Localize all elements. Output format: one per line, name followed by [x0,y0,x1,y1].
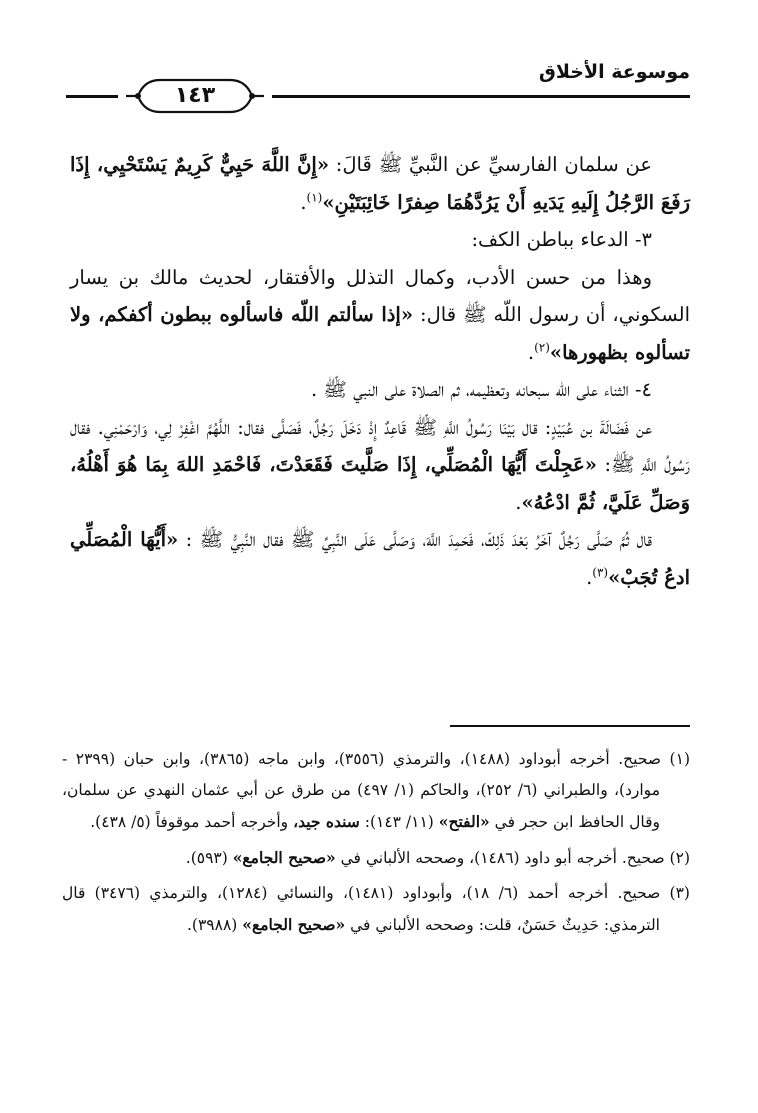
footnote-1 [62,744,690,838]
period: . [586,565,593,589]
page-number: ١٤٣ [174,83,216,108]
book-citation: «الفتح» [438,812,490,831]
footnote-ref-2: (٢) [534,340,550,354]
paragraph-salman-hadith [70,146,690,221]
header-rule-left [66,95,118,98]
footnote-ref-1: (١) [306,190,323,204]
page-header [66,61,690,108]
paragraph-text: وهذا من حسن الأدب، وكمال التذلل والأفتقار، لحديث مالك بن يسار السكوني، أن رسول اللّه ﷺ قال: [70,265,690,326]
footnote-text: (٣) صحيح. أخرجه أحمد (٦/ ١٨)، وأبوداود (١٤٨١)، والنسائي (١٢٨٤)، والترمذي (٣٤٧٦) قال الترمذي: حَدِيثٌ حَسَنٌ، قلت: وصححه الألباني في [62,884,690,934]
period: . [300,190,307,214]
book-title: موسوعة الأخلاق [538,61,690,83]
page-number-frame [120,76,270,116]
hadith-quote: «أَيُّهَا الْمُصَلِّي ادعُ تُجَبْ» [70,528,690,589]
section-heading-4: ٤- الثناء على اللّه سبحانه وتعظيمه، ثم الصلاة على النبي ﷺ . [311,378,652,401]
grading-note: سنده جيد، [293,812,360,831]
footnote-text: (٥٩٣). [185,849,233,867]
footnote-ref-3: (٣) [592,565,609,579]
header-rule [272,95,690,98]
paragraph-text: عن سلمان الفارسيِّ عن النَّبيِّ ﷺ قَالَ: [329,153,652,176]
period: . [515,490,522,514]
footnote-2 [62,842,690,874]
paragraph-text: قال ثُمَّ صَلَّى رَجُلٌ آخَرُ بَعْدَ ذَلِكَ، فَحَمِدَ اللَّهَ، وَصَلَّى عَلَى النَّبِيِّ ﷺ فقال النَّبِيُّ ﷺ : [178,528,652,551]
footnote-text: (١١/ ١٤٣): [359,813,439,831]
paragraph-fadala-hadith [70,409,690,522]
footnote-text: وأخرجه أحمد موقوفاً (٥/ ٤٣٨). [90,813,294,831]
footnote-text: (١) صحيح. أخرجه أبوداود (١٤٨٨)، والترمذي (٣٥٥٦)، وابن ماجه (٣٨٦٥)، وابن حبان (٢٣٩٩ - موارد)، والطبراني (٦/ ٢٥٢)، والحاكم (١/ ٤٩٧) من طرق عن أبي عثمان النهدي عن سلمان، وقال الحافظ ابن حجر في [62,750,690,831]
footnote-separator [450,725,690,727]
footnote-text: (٣٩٨٨). [186,916,243,934]
paragraph-malik-hadith [70,259,690,372]
footnote-text: (٢) صحيح. أخرجه أبو داود (١٤٨٦)، وصححه الألباني في [335,849,690,867]
main-text [70,146,690,596]
book-citation: «صحيح الجامع» [232,848,336,867]
paragraph-second-man [70,521,690,596]
footnotes [62,744,690,945]
book-citation: «صحيح الجامع» [242,915,346,934]
hadith-quote: «إِنَّ اللَّهَ حَيِيٌّ كَرِيمٌ يَسْتَحْيِي، إِذَا رَفَعَ الرَّجُلُ إِلَيهِ يَدَيهِ أَنْ يَرُدَّهُمَا صِفرًا خَائِبَتَيْنِ» [70,153,690,214]
period: . [527,340,535,364]
footnote-3 [62,878,690,941]
hadith-quote: «إذا سألتم اللّه فاسألوه ببطون أكفكم، ولا تسألوه بظهورها» [70,303,690,364]
paragraph-text: عن فَضَالَةَ بن عُبَيْدٍ: قال بَيْنَا رَسُولُ اللَّهِ ﷺ قَاعِدٌ إِذْ دَخَلَ رَجُلٌ، فَصَلَّى فقال: اللَّهُمَّ اغْفِرْ لِي، وَارْحَمْنِي. فقال رَسُولُ اللَّهِ ﷺ: [70,415,690,476]
section-heading-3: ٣- الدعاء بباطن الكف: [471,228,652,251]
hadith-quote: «عَجِلْتَ أَيُّهَا الْمُصَلِّي، إِذَا صَلَّيتَ فَقَعَدْتَ، فَاحْمَدِ اللهَ بِمَا هُوَ أَهْلُهُ، وَصَلِّ عَلَيَّ، ثُمَّ ادْعُهُ» [70,453,690,514]
